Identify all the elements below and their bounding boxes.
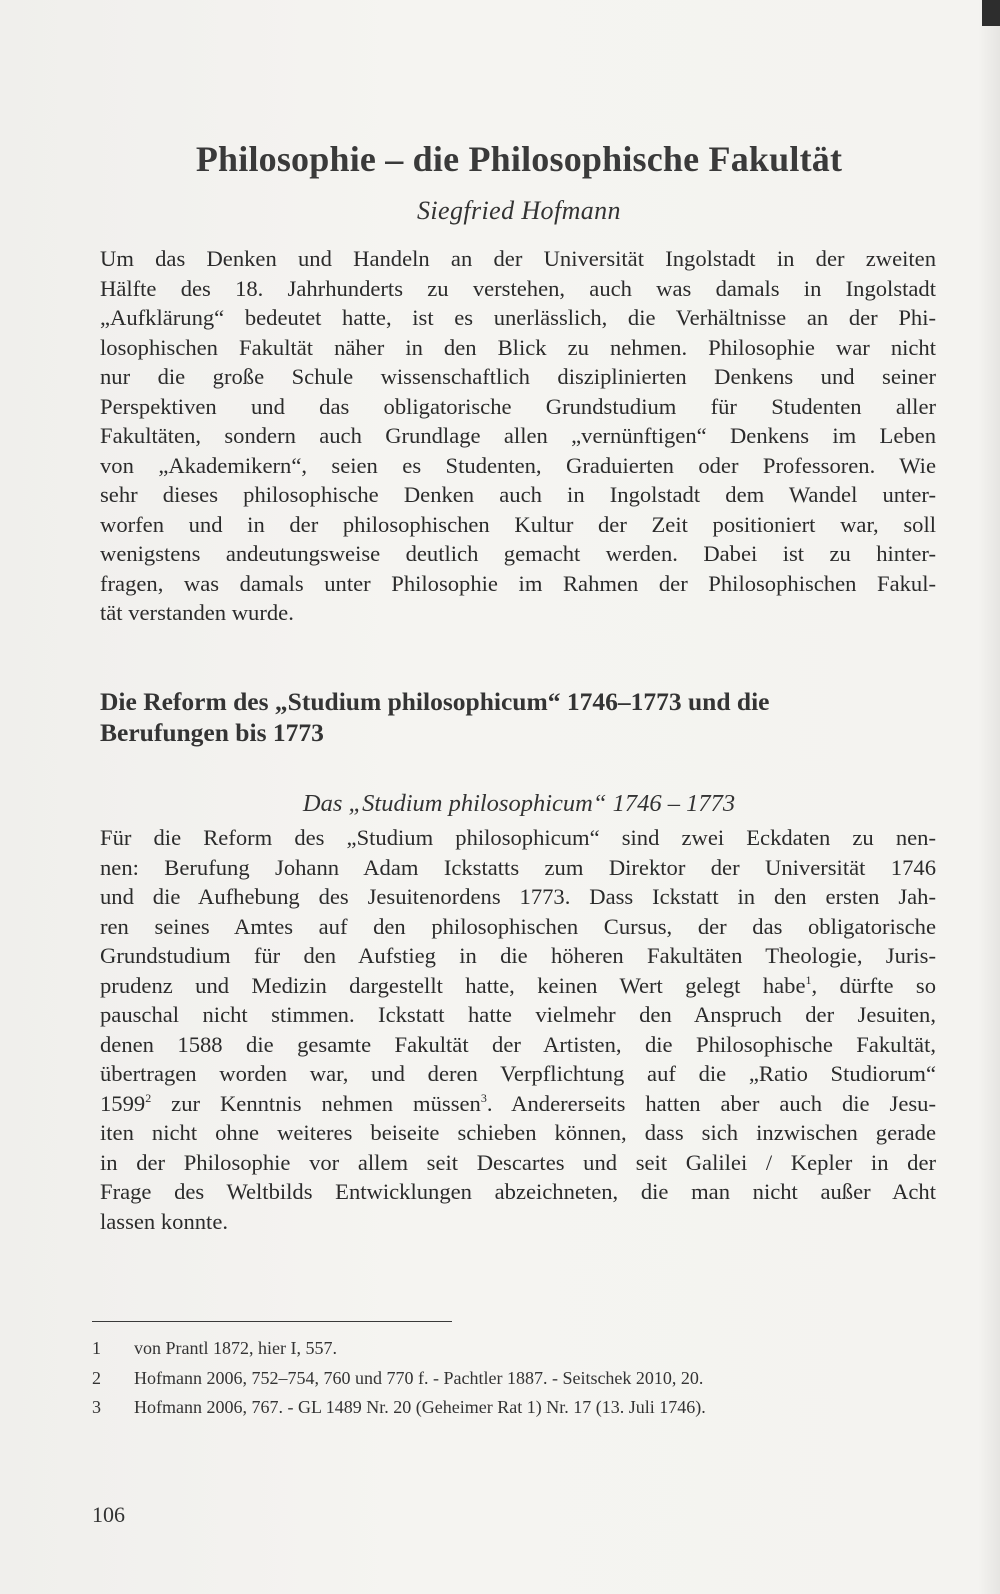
text-line: Frage des Weltbilds Entwicklungen abzeichneten, die man nicht außer Acht <box>100 1179 936 1204</box>
text-line: Grundstudium für den Aufstieg in die höheren Fakultäten Theologie, Juris- <box>100 943 936 968</box>
chapter-title: Philosophie – die Philosophische Fakultät <box>195 139 843 179</box>
text-line: ren seines Amtes auf den philosophischen Cursus, der das obligatorische <box>100 913 936 939</box>
text-line: pauschal nicht stimmen. Ickstatt hatte vielmehr den Anspruch der Jesuiten, <box>100 1002 936 1027</box>
chapter-author: Siegfried Hofmann <box>417 196 621 225</box>
text-line: denen 1588 die gesamte Fakultät der Artisten, die Philosophische Fakultät, <box>100 1031 936 1057</box>
text-line: lassen konnte. <box>100 1208 229 1234</box>
section-heading <box>100 686 936 748</box>
text-line: von „Akademikern“, seien es Studenten, Graduierten oder Professoren. Wie <box>100 452 936 478</box>
page-number: 106 <box>92 1502 125 1527</box>
text-line: in der Philosophie vor allem seit Descartes und seit Galilei / Kepler in der <box>100 1149 936 1175</box>
text-line: nen: Berufung Johann Adam Ickstatts zum Direktor der Universität 1746 <box>100 854 936 880</box>
footnote-number: 3 <box>92 1397 101 1417</box>
text-line: „Aufklärung“ bedeutet hatte, ist es unerlässlich, die Verhältnisse an der Phi- <box>100 305 936 330</box>
text-fragment: prudenz und Medizin dargestellt hatte, keinen Wert gelegt habe <box>100 972 806 998</box>
footnote-item <box>92 1334 892 1364</box>
text-line <box>100 971 936 1001</box>
text-line: fragen, was damals unter Philosophie im Rahmen der Philosophischen Fakul- <box>100 570 936 596</box>
footnote-ref-1[interactable]: 1 <box>805 972 812 987</box>
text-line: übertragen worden war, und deren Verpflichtung auf die „Ratio Studiorum“ <box>100 1061 936 1086</box>
text-line: Um das Denken und Handeln an der Universität Ingolstadt in der zweiten <box>100 246 936 271</box>
footnote-divider <box>92 1321 452 1322</box>
scan-corner-mark <box>982 0 1000 26</box>
footnote-ref-3[interactable]: 3 <box>480 1090 487 1105</box>
text-line: sehr dieses philosophische Denken auch in Ingolstadt dem Wandel unter- <box>100 482 936 507</box>
text-fragment: zur Kenntnis nehmen müssen <box>151 1090 481 1116</box>
section-heading-line: Die Reform des „Studium philosophicum“ 1746–1773 und die <box>100 687 770 716</box>
text-fragment: , dürfte so <box>811 972 936 998</box>
footnote-item <box>92 1364 892 1394</box>
footnote-ref-2[interactable]: 2 <box>145 1090 152 1105</box>
body-paragraph <box>100 823 936 1236</box>
section-heading-line: Berufungen bis 1773 <box>100 718 324 747</box>
footnote-number: 1 <box>92 1338 101 1358</box>
text-line: losophischen Fakultät näher in den Blick zu nehmen. Philosophie war nicht <box>100 334 936 360</box>
text-fragment: 1599 <box>100 1090 146 1116</box>
footnotes <box>92 1334 892 1423</box>
footnote-text: Hofmann 2006, 752–754, 760 und 770 f. - Pachtler 1887. - Seitschek 2010, 20. <box>134 1367 704 1388</box>
subsection-heading: Das „Studium philosophicum“ 1746 – 1773 <box>302 790 736 817</box>
text-line <box>100 1089 936 1119</box>
footnote-text: von Prantl 1872, hier I, 557. <box>134 1338 337 1358</box>
text-line: Hälfte des 18. Jahrhunderts zu verstehen, auch was damals in Ingolstadt <box>100 275 936 301</box>
text-line: und die Aufhebung des Jesuitenordens 1773. Dass Ickstatt in den ersten Jah- <box>100 884 936 909</box>
footnote-item <box>92 1393 892 1423</box>
text-line: Fakultäten, sondern auch Grundlage allen „vernünftigen“ Denkens im Leben <box>100 423 936 448</box>
text-line: tät verstanden wurde. <box>100 600 294 625</box>
text-fragment: . Andererseits hatten aber auch die Jesu- <box>486 1090 936 1116</box>
text-line: worfen und in der philosophischen Kultur der Zeit positioniert war, soll <box>100 511 936 537</box>
footnote-number: 2 <box>92 1367 101 1388</box>
text-line: wenigstens andeutungsweise deutlich gemacht werden. Dabei ist zu hinter- <box>100 541 936 566</box>
text-line: nur die große Schule wissenschaftlich disziplinierten Denkens und seiner <box>100 364 936 389</box>
text-line: Für die Reform des „Studium philosophicum“ sind zwei Eckdaten zu nen- <box>100 825 936 850</box>
text-line: Perspektiven und das obligatorische Grundstudium für Studenten aller <box>100 393 936 419</box>
intro-paragraph <box>100 244 936 628</box>
page-edge-shadow <box>978 0 1000 1594</box>
footnote-text: Hofmann 2006, 767. - GL 1489 Nr. 20 (Geheimer Rat 1) Nr. 17 (13. Juli 1746). <box>134 1397 706 1417</box>
text-line: iten nicht ohne weiteres beiseite schieben können, dass sich inzwischen gerade <box>100 1120 936 1145</box>
